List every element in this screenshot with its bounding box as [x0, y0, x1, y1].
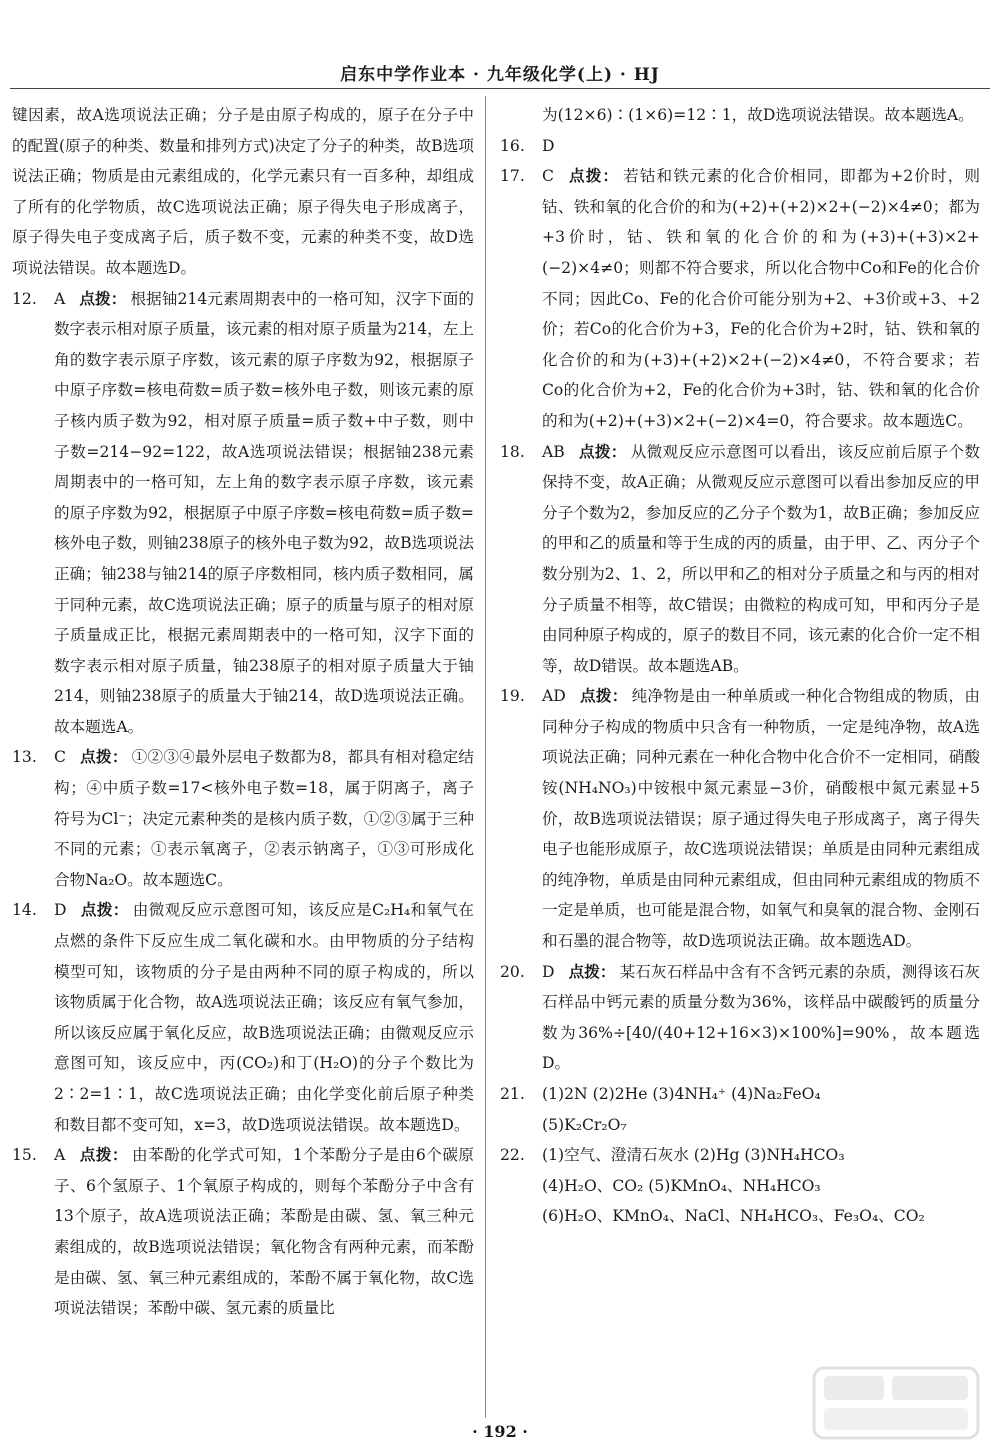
hint-label: 点拨：	[79, 747, 128, 767]
hint-text: 由苯酚的化学式可知，1个苯酚分子是由6个碳原子、6个氢原子、1个氧原子构成的，则每个苯酚分子中含有13个原子，故A选项说法正确；苯酚是由碳、氢、氧三种元素组成的，故B选项说法错误；氧化物含有两种元素，而苯酚是由碳、氢、氧三种元素组成的，苯酚不属于氧化物，故C选项说法错误；苯酚中碳、氢元素的质量比	[54, 1146, 474, 1318]
answer-body	[54, 284, 474, 743]
answer-item-17	[500, 161, 980, 436]
answer-body	[542, 681, 980, 956]
answer-line: (5)K₂Cr₂O₇	[542, 1115, 627, 1134]
answer-body	[542, 1140, 925, 1232]
answer-body	[542, 437, 980, 682]
answer-item-16	[500, 131, 980, 162]
answer-body	[54, 742, 474, 895]
answer-item-20	[500, 957, 980, 1079]
answer-item-12	[12, 284, 474, 743]
hint-label: 点拨：	[578, 441, 627, 461]
answer-15-continuation	[500, 100, 980, 131]
answer-11-continuation: 键因素，故A选项说法正确；分子是由原子构成的，原子在分子中的配置(原子的种类、数量和排列方式)决定了分子的种类，故B选项说法正确；物质是由元素组成的，化学元素只有一百多种，却组成了所有的化学物质，故C选项说法正确；原子得失电子形成离子，原子得失电子变成离子后，质子数不变，元素的种类不变，故D选项说法错误。故本题选D。	[12, 106, 474, 277]
answer-item-14	[12, 895, 474, 1140]
header-rule	[10, 88, 990, 89]
question-number: 16.	[500, 136, 525, 155]
hint-text: 若钴和铁元素的化合价相同，即都为+2价时，则钴、铁和氧的化合价的和为(+2)+(+2)×2+(−2)×4≠0；都为+3价时，钴、铁和氧的化合价的和为(+3)+(+3)×2+(−2)×4≠0；则都不符合要求，所以化合物中Co和Fe的化合价不同；因此Co、Fe的化合价可能分别为+2、+3价或+3、+2价；若Co的化合价为+3，Fe的化合价为+2时，钴、铁和氧的化合价的和为(+3)+(+2)×2+(−2)×4≠0，不符合要求；若Co的化合价为+2，Fe的化合价为+3时，钴、铁和氧的化合价的和为(+2)+(+3)×2+(−2)×4=0，符合要求。故本题选C。	[542, 167, 980, 430]
question-number: 12.	[12, 289, 37, 308]
answer-item-21	[500, 1079, 980, 1140]
question-number: 18.	[500, 442, 525, 461]
answer-choice: D	[542, 962, 555, 981]
hint-text: 纯净物是由一种单质或一种化合物组成的物质，由同种分子构成的物质中只含有一种物质，一定是纯净物，故A选项说法正确；同种元素在一种化合物中化合价不一定相同，硝酸铵(NH₄NO₃)中铵根中氮元素显−3价，硝酸根中氮元素显+5价，故B选项说法错误；原子通过得失电子形成离子，离子得失电子也能形成原子，故C选项说法错误；单质是由同种元素组成的纯净物，单质是由同种元素组成，但由同种元素组成的物质不一定是单质，也可能是混合物，如氧气和臭氧的混合物、金刚石和石墨的混合物等，故D选项说法正确。故本题选AD。	[542, 687, 980, 951]
hint-text: 某石灰石样品中含有不含钙元素的杂质，测得该石灰石样品中钙元素的质量分数为36%，该样品中碳酸钙的质量分数为36%÷[40/(40+12+16×3)×100%]=90%，故本题选D。	[542, 962, 980, 1073]
answer-body	[542, 957, 980, 1079]
left-column	[12, 100, 474, 1324]
answer-body	[542, 161, 980, 436]
question-number: 20.	[500, 962, 525, 981]
answer-item-22	[500, 1140, 980, 1232]
hint-text: 由微观反应示意图可知，该反应是C₂H₄和氧气在点燃的条件下反应生成二氧化碳和水。由甲物质的分子结构模型可知，该物质的分子是由两种不同的原子构成的，所以该物质属于化合物，故A选项说法正确；该反应有氧气参加，所以该反应属于氧化反应，故B选项说法正确；由微观反应示意图可知，该反应中，丙(CO₂)和丁(H₂O)的分子个数比为2∶2=1∶1，故C选项说法正确；由化学变化前后原子种类和数目都不变可知，x=3，故D选项说法错误。故本题选D。	[54, 901, 474, 1134]
hint-label: 点拨：	[79, 1145, 129, 1165]
answer-item-19	[500, 681, 980, 956]
question-number: 13.	[12, 748, 37, 767]
answer-line: (1)空气、澄清石灰水 (2)Hg (3)NH₄HCO₃	[542, 1146, 845, 1165]
answer-choice: D	[542, 136, 555, 155]
hint-label: 点拨：	[579, 686, 628, 706]
hint-text: ①②③④最外层电子数都为8，都具有相对稳定结构；④中质子数=17<核外电子数=18，属于阴离子，离子符号为Cl⁻；决定元素种类的是核内质子数，①②③属于三种不同的元素；①表示氧离子，②表示钠离子，①③可形成化合物Na₂O。故本题选C。	[54, 748, 474, 889]
answer-choice: C	[54, 748, 66, 767]
question-number: 15.	[12, 1146, 37, 1165]
continuation-text: 为(12×6)∶(1×6)=12∶1，故D选项说法错误。故本题选A。	[542, 106, 974, 124]
hint-text: 根据铀214元素周期表中的一格可知，汉字下面的数字表示相对原子质量，该元素的相对原子质量为214，左上角的数字表示原子序数，该元素的原子序数为92，根据原子中原子序数=核电荷数=质子数=核外电子数，则该元素的原子核内质子数为92，相对原子质量=质子数+中子数，则中子数=214−92=122，故A选项说法错误；根据铀238元素周期表中的一格可知，左上角的数字表示原子序数，该元素的原子序数为92，根据原子中原子序数=核电荷数=质子数=核外电子数，则铀238原子的核外电子数为92，故B选项说法正确；铀238与铀214的原子序数相同，核内质子数相同，属于同种元素，故C选项说法正确；原子的质量与原子的相对原子质量成正比，根据元素周期表中的一格可知，汉字下面的数字表示相对原子质量，铀238原子的相对原子质量大于铀214，则铀238原子的质量大于铀214，故D选项说法正确。故本题选A。	[54, 289, 474, 736]
column-divider	[485, 96, 486, 1418]
answer-body	[542, 131, 555, 162]
hint-label: 点拨：	[567, 166, 620, 186]
hint-label: 点拨：	[79, 288, 127, 308]
question-number: 14.	[12, 901, 37, 920]
answer-choice: A	[54, 289, 66, 308]
answer-body	[54, 895, 474, 1140]
page-header: 启东中学作业本 · 九年级化学(上) · HJ	[340, 65, 660, 85]
answer-choice: AB	[542, 442, 565, 461]
answer-choice: A	[54, 1146, 66, 1165]
answer-line: (1)2N (2)2He (3)4NH₄⁺ (4)Na₂FeO₄	[542, 1085, 821, 1103]
question-number: 19.	[500, 687, 525, 706]
hint-label: 点拨：	[80, 900, 129, 920]
answer-item-18	[500, 437, 980, 682]
answer-choice: D	[54, 901, 67, 920]
question-number: 17.	[500, 167, 525, 186]
page-number: · 192 ·	[472, 1422, 528, 1441]
answer-body	[542, 1079, 821, 1140]
answer-line: (6)H₂O、KMnO₄、NaCl、NH₄HCO₃、Fe₃O₄、CO₂	[542, 1207, 925, 1226]
question-number: 22.	[500, 1146, 525, 1165]
answer-body	[54, 1140, 474, 1324]
answer-item-15	[12, 1140, 474, 1324]
hint-label: 点拨：	[568, 961, 616, 981]
answer-choice: AD	[542, 687, 566, 706]
hint-text: 从微观反应示意图可以看出，该反应前后原子个数保持不变，故A正确；从微观反应示意图可以看出参加反应的甲分子个数为2，参加反应的乙分子个数为1，故B正确；参加反应的甲和乙的质量和等于生成的丙的质量，由于甲、乙、丙分子个数分别为2、1、2，所以甲和乙的相对分子质量之和与丙的相对分子质量不相等，故C错误；由微粒的构成可知，甲和丙分子是由同种原子构成的，原子的数目不同，该元素的化合价一定不相等，故D错误。故本题选AB。	[542, 442, 980, 675]
answer-item-13	[12, 742, 474, 895]
question-number: 21.	[500, 1085, 525, 1103]
answer-choice: C	[542, 167, 554, 186]
answer-line: (4)H₂O、CO₂ (5)KMnO₄、NH₄HCO₃	[542, 1176, 821, 1195]
right-column	[500, 100, 980, 1232]
